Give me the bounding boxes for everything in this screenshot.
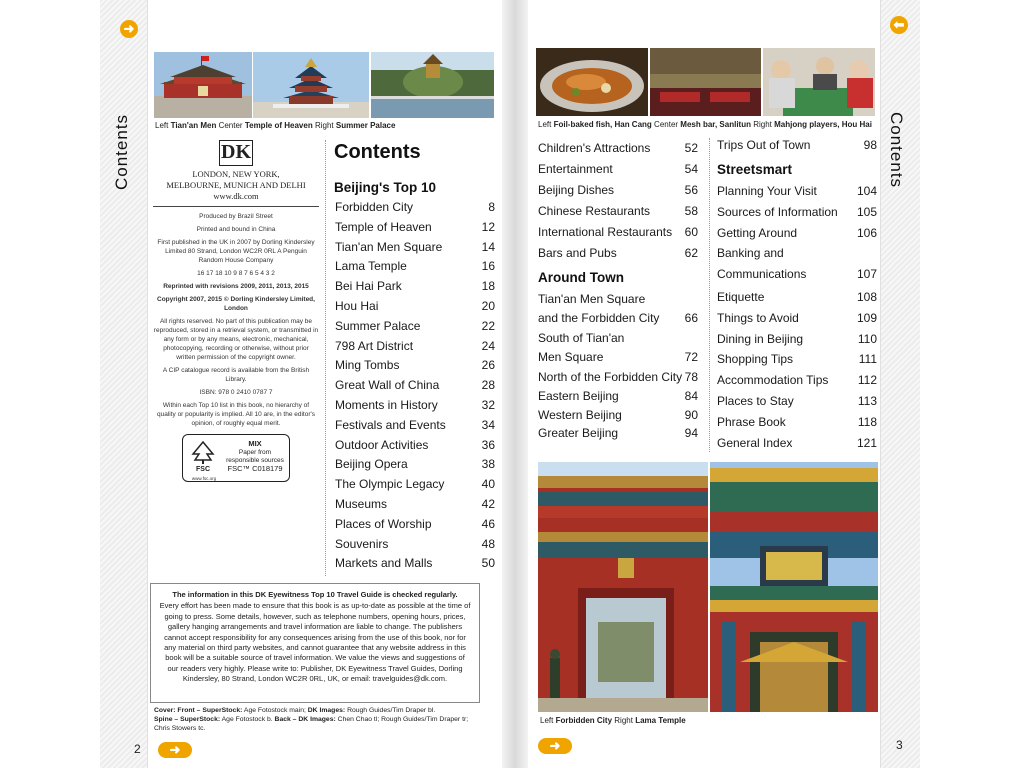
toc-entry-label: International Restaurants	[538, 225, 673, 239]
toc-entry-label: Markets and Malls	[335, 556, 433, 571]
toc-entry-page: 50	[481, 556, 495, 571]
toc-entry[interactable]	[538, 201, 698, 222]
toc-entry-page: 72	[684, 349, 698, 364]
toc-entry-page: 48	[481, 536, 495, 551]
toc-entry-page: 42	[481, 496, 495, 511]
contents-column-1	[538, 138, 698, 264]
toc-entry-page: 60	[684, 225, 698, 239]
photo-temple-of-heaven	[253, 52, 369, 118]
toc-entry-label: Sources of Information	[717, 204, 838, 219]
publisher-line-1: LONDON, NEW YORK,	[192, 169, 280, 179]
toc-entry-label: Greater Beijing	[538, 426, 619, 441]
photo-tianan-men	[154, 52, 252, 118]
top10-list	[335, 198, 495, 574]
toc-entry[interactable]	[335, 218, 495, 238]
toc-entry-page: 94	[684, 426, 698, 441]
toc-entry[interactable]	[717, 308, 877, 329]
toc-entry-label: Accommodation Tips	[717, 373, 829, 388]
next-page-arrow-icon-right[interactable]: ➜	[538, 738, 572, 754]
toc-entry[interactable]	[335, 337, 495, 357]
toc-entry-label: Things to Avoid	[717, 310, 799, 325]
page-title: Contents	[334, 141, 421, 163]
toc-entry[interactable]	[538, 424, 698, 443]
toc-entry-label: Tian'an Men Square	[538, 292, 646, 306]
dk-logo: DK	[219, 140, 253, 166]
toc-entry[interactable]	[717, 329, 877, 350]
fsc-mix-text: MIX Paper from responsible sources FSC™ C018179	[226, 439, 284, 473]
toc-entry[interactable]	[538, 159, 698, 180]
bottom-photo-caption: Left Forbidden City Right Lama Temple	[540, 716, 686, 725]
toc-entry-page: 36	[481, 437, 495, 452]
trips-out-of-town-row	[717, 136, 877, 156]
toc-entry-label: Eastern Beijing	[538, 388, 619, 403]
imprint-first-published: First published in the UK in 2007 by Dorling Kindersley Limited 80 Strand, London WC2R 0RL A Penguin Random House Company	[157, 239, 315, 264]
toc-entry-label: Phrase Book	[717, 414, 786, 429]
toc-entry-page: 111	[858, 352, 877, 367]
toc-entry-label: South of Tian'an	[538, 331, 625, 346]
toc-entry-label: Beijing Dishes	[538, 183, 615, 197]
toc-entry[interactable]	[335, 416, 495, 436]
fsc-tree-icon	[191, 440, 215, 474]
toc-entry-label: 798 Art District	[335, 338, 414, 353]
toc-entry[interactable]	[538, 138, 698, 159]
publisher-line-2: MELBOURNE, MUNICH AND DELHI	[166, 180, 306, 190]
toc-entry[interactable]	[717, 202, 877, 223]
toc-entry[interactable]	[717, 370, 877, 391]
toc-entry[interactable]	[538, 222, 698, 243]
publisher-website: www.dk.com	[213, 191, 259, 201]
toc-entry-label: Western Beijing	[538, 407, 622, 422]
toc-entry-page: 20	[481, 298, 495, 313]
toc-entry[interactable]	[335, 317, 495, 337]
toc-entry-label: Hou Hai	[335, 298, 379, 313]
toc-entry-label: Summer Palace	[335, 318, 421, 333]
toc-entry-label: Children's Attractions	[538, 141, 651, 155]
toc-entry[interactable]	[538, 243, 698, 264]
notice-box	[150, 583, 480, 703]
toc-entry[interactable]	[538, 290, 698, 329]
toc-entry[interactable]	[335, 436, 495, 456]
toc-entry-label: Planning Your Visit	[717, 184, 817, 198]
section-title-around-town: Around Town	[538, 270, 624, 285]
toc-entry-page: 56	[684, 183, 698, 197]
toc-entry-label: Outdoor Activities	[335, 437, 429, 452]
toc-entry-label: North of the Forbidden City	[538, 370, 683, 385]
imprint-printing-line: 16 17 18 10 9 8 7 6 5 4 3 2	[197, 270, 275, 277]
toc-entry[interactable]	[717, 391, 877, 412]
notice-body: Every effort has been made to ensure that this book is as up-to-date as possible at the time of going to press. Some details, however, such as telephone numbers, opening hours, prices, gallery hanging arrangements and travel information are liable to change. The publishers cannot accept responsibility for any consequences arising from the use of this book, nor for any material on third party websites, and cannot guarantee that any website address in this book will be a suitable source of travel information. We value the views and suggestions of our readers very highly. Please write to: Publisher, DK Eyewitness Travel Guides, Dorling Kindersley, 80 Strand, London WC2R 0RL, UK, or email: travelguides@dk.com.	[159, 601, 471, 684]
toc-entry-label: Places to Stay	[717, 393, 794, 408]
toc-entry-label: Souvenirs	[335, 536, 389, 551]
toc-entry[interactable]	[717, 223, 877, 244]
imprint-cip: A CIP catalogue record is available from the British Library.	[162, 367, 310, 383]
toc-entry-page: 12	[481, 219, 495, 234]
back-arrow-icon[interactable]: ⬅	[890, 16, 908, 34]
next-arrow-icon[interactable]: ➜	[120, 20, 138, 38]
fsc-badge	[182, 434, 290, 482]
toc-entry[interactable]	[335, 495, 495, 515]
column-divider	[325, 140, 326, 576]
toc-entry-page: 14	[481, 239, 495, 254]
toc-entry[interactable]	[335, 277, 495, 297]
toc-entry-page: 113	[857, 393, 877, 408]
toc-entry[interactable]	[717, 433, 877, 454]
toc-entry-label-line2: Men Square	[538, 349, 604, 364]
toc-entry[interactable]	[717, 136, 877, 156]
toc-entry-label: The Olympic Legacy	[335, 477, 445, 492]
fsc-mark: FSC	[196, 466, 210, 473]
toc-entry-page: 16	[481, 259, 495, 274]
toc-entry-page: 46	[481, 516, 495, 531]
toc-entry[interactable]	[335, 535, 495, 555]
toc-entry-page: 112	[857, 373, 877, 388]
toc-entry-page: 32	[481, 397, 495, 412]
toc-entry-page: 24	[481, 338, 495, 353]
toc-entry[interactable]	[717, 349, 877, 370]
imprint-producer: Produced by Brazil Street	[199, 213, 273, 220]
photo-forbidden-city	[538, 462, 708, 712]
toc-entry-page: 52	[684, 141, 698, 155]
toc-entry-label: Great Wall of China	[335, 378, 440, 393]
toc-entry[interactable]	[335, 356, 495, 376]
toc-entry-page: 22	[481, 318, 495, 333]
toc-entry-page: 121	[856, 435, 877, 450]
toc-entry-label: Banking and	[717, 246, 784, 261]
toc-entry-label-line2: Communications	[717, 267, 807, 282]
toc-entry-label: Shopping Tips	[717, 352, 794, 367]
page-number-left: 2	[134, 742, 141, 756]
toc-entry[interactable]	[335, 455, 495, 475]
fsc-site: www.fsc.org	[191, 476, 217, 481]
toc-entry-page: 105	[856, 204, 877, 219]
toc-entry[interactable]	[717, 243, 877, 287]
toc-entry-page: 84	[684, 388, 698, 403]
toc-entry[interactable]	[335, 554, 495, 574]
toc-entry-label: Temple of Heaven	[335, 219, 432, 234]
photo-mesh-bar	[650, 48, 761, 116]
imprint-block	[153, 140, 319, 482]
left-photo-caption: Left Tian'an Men Center Temple of Heaven Right Summer Palace	[155, 121, 396, 130]
photo-mahjong-players	[763, 48, 875, 116]
image-credits: Cover: Front – SuperStock: Age Fotostock main; DK Images: Rough Guides/Tim Draper bl. Spine – SuperStock: Age Fotostock b. Back – DK Images: Chen Chao tl; Rough Guides/Tim Draper tr; Chris Stowers tc.	[154, 707, 469, 732]
photo-lama-temple	[710, 462, 878, 712]
toc-entry[interactable]	[335, 257, 495, 277]
toc-entry-page: 18	[481, 279, 495, 294]
imprint-reprinted: Reprinted with revisions 2009, 2011, 2013, 2015	[163, 283, 309, 290]
toc-entry-page: 110	[857, 331, 877, 346]
right-photo-caption: Left Foil-baked fish, Han Cang Center Mesh bar, Sanlitun Right Mahjong players, Hou Hai	[538, 120, 872, 129]
toc-entry[interactable]	[538, 387, 698, 406]
toc-entry-label: Trips Out of Town	[717, 138, 811, 152]
toc-entry-label: Moments in History	[335, 397, 438, 412]
toc-entry-page: 90	[684, 407, 698, 422]
toc-entry-page: 62	[684, 246, 698, 260]
toc-entry-label-line2: and the Forbidden City	[538, 310, 660, 325]
toc-entry[interactable]	[335, 396, 495, 416]
toc-entry-page: 34	[481, 417, 495, 432]
toc-entry[interactable]	[335, 515, 495, 535]
right-vertical-label: Contents	[887, 112, 906, 189]
toc-entry-page: 66	[684, 310, 698, 325]
toc-entry-label: Places of Worship	[335, 516, 432, 531]
toc-entry[interactable]	[538, 180, 698, 201]
toc-entry[interactable]	[538, 406, 698, 425]
imprint-rights: All rights reserved. No part of this publication may be reproduced, stored in a retrieval system, or transmitted in any form or by any means, electronic, mechanical, photocopying, recording or otherwise, without prior written permission of the copyright owner.	[153, 318, 319, 361]
toc-entry[interactable]	[538, 329, 698, 368]
toc-entry[interactable]	[717, 412, 877, 433]
toc-entry-page: 104	[856, 184, 877, 198]
toc-entry[interactable]	[335, 475, 495, 495]
section-title-streetsmart: Streetsmart	[717, 162, 793, 177]
left-vertical-label: Contents	[112, 113, 131, 190]
imprint-copyright: Copyright 2007, 2015 © Dorling Kindersley Limited, London	[157, 296, 315, 312]
toc-entry-label: Tian'an Men Square	[335, 239, 443, 254]
toc-entry-page: 28	[481, 378, 495, 393]
imprint-divider	[153, 206, 319, 207]
around-town-list	[538, 290, 698, 443]
toc-entry-label: Festivals and Events	[335, 417, 446, 432]
toc-entry-page: 78	[684, 370, 698, 385]
toc-entry-page: 98	[863, 138, 877, 152]
toc-entry-label: Bei Hai Park	[335, 279, 402, 294]
toc-entry-label: Beijing Opera	[335, 457, 408, 472]
toc-entry-page: 54	[684, 162, 698, 176]
toc-entry-label: General Index	[717, 435, 793, 450]
toc-entry-label: Bars and Pubs	[538, 246, 617, 260]
photo-foil-baked-fish	[536, 48, 648, 116]
toc-entry-page: 109	[856, 310, 877, 325]
photo-summer-palace	[371, 52, 494, 118]
toc-entry-label: Getting Around	[717, 225, 798, 240]
imprint-printed: Printed and bound in China	[196, 226, 276, 233]
section-title-top10: Beijing's Top 10	[334, 180, 436, 195]
toc-entry-page: 38	[481, 457, 495, 472]
toc-entry-page: 40	[481, 477, 495, 492]
toc-entry[interactable]	[717, 287, 877, 308]
column-divider-right	[709, 138, 710, 452]
next-page-arrow-icon[interactable]: ➜	[158, 742, 192, 758]
toc-entry-page: 58	[684, 204, 698, 218]
toc-entry-page: 26	[481, 358, 495, 373]
imprint-top10-note: Within each Top 10 list in this book, no hierarchy of quality or popularity is implied. All 10 are, in the editor's opinion, of roughly equal merit.	[156, 402, 316, 427]
toc-entry-label: Museums	[335, 496, 388, 511]
toc-entry-page: 107	[856, 267, 877, 282]
toc-entry-page: 106	[856, 225, 877, 240]
toc-entry-label: Ming Tombs	[335, 358, 400, 373]
toc-entry-label: Chinese Restaurants	[538, 204, 651, 218]
notice-heading: The information in this DK Eyewitness Top 10 Travel Guide is checked regularly.	[172, 590, 458, 599]
toc-entry-label: Dining in Beijing	[717, 331, 804, 346]
toc-entry[interactable]	[335, 376, 495, 396]
toc-entry-label: Entertainment	[538, 162, 613, 176]
toc-entry[interactable]	[538, 368, 698, 387]
toc-entry-label: Lama Temple	[335, 259, 407, 274]
page-number-right: 3	[896, 738, 903, 752]
toc-entry[interactable]	[335, 198, 495, 218]
imprint-isbn: ISBN: 978 0 2410 0787 7	[199, 389, 273, 396]
toc-entry[interactable]	[717, 181, 877, 202]
toc-entry-page: 108	[856, 289, 877, 304]
toc-entry[interactable]	[335, 238, 495, 258]
toc-entry-label: Forbidden City	[335, 200, 414, 214]
toc-entry-page: 118	[857, 414, 877, 429]
toc-entry-label: Etiquette	[717, 289, 765, 304]
streetsmart-list	[717, 181, 877, 453]
toc-entry[interactable]	[335, 297, 495, 317]
book-spine	[502, 0, 528, 768]
toc-entry-page: 8	[488, 200, 495, 214]
